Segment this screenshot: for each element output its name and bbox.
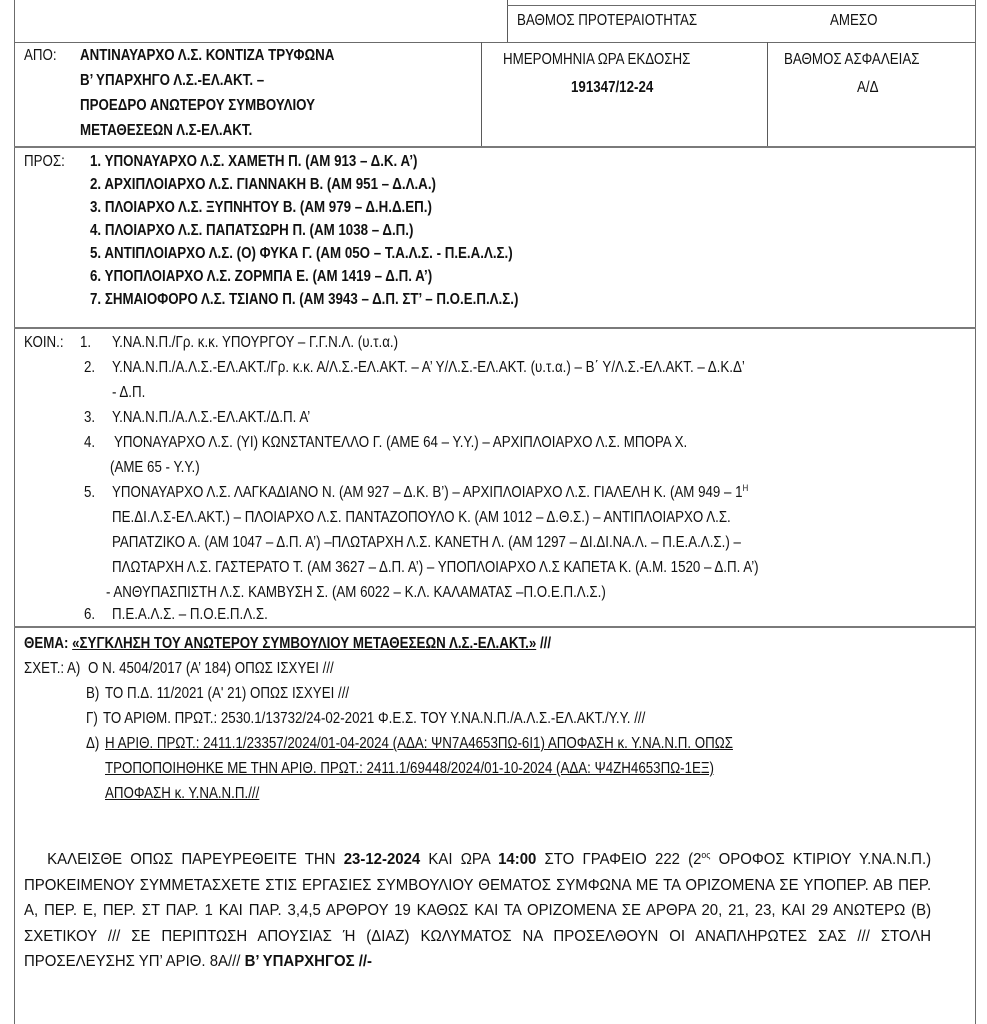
cc-item-line: ΠΕ.ΔΙ.Λ.Σ-ΕΛ.ΑΚΤ.) – ΠΛΟΙΑΡΧΟ Λ.Σ. ΠΑΝΤΑΖΟΠΟΥΛΟ Κ. (ΑΜ 1012 – Δ.Θ.Σ.) – ΑΝΤΙΠΛΟΙΑΡΧΟ Λ.Σ. [112, 509, 731, 526]
cc-item-line: - Δ.Π. [112, 384, 146, 401]
priority-value: ΑΜΕΣΟ [830, 12, 878, 29]
issue-datetime-label: ΗΜΕΡΟΜΗΝΙΑ ΩΡΑ ΕΚΔΟΣΗΣ [503, 51, 691, 68]
from-col-divider-2 [767, 42, 768, 147]
signature: Β’ ΥΠΑΡΧΗΓΟΣ //- [244, 953, 373, 970]
to-label: ΠΡΟΣ: [24, 153, 65, 170]
issue-datetime-value: 191347/12-24 [571, 79, 654, 96]
recipient-item: 3. ΠΛΟΙΑΡΧΟ Λ.Σ. ΞΥΠΝΗΤΟΥ Β. (ΑΜ 979 – Δ.Η.Δ.ΕΠ.) [90, 199, 432, 216]
cc-item-line: Π.Ε.Α.Λ.Σ. – Π.Ο.Ε.Π.Λ.Σ. [112, 606, 268, 623]
from-line: ΑΝΤΙΝΑΥΑΡΧΟ Λ.Σ. ΚΟΝΤΙΖΑ ΤΡΥΦΩΝΑ [80, 47, 335, 64]
recipient-item: 5. ΑΝΤΙΠΛΟΙΑΡΧΟ Λ.Σ. (Ο) ΦΥΚΑ Γ. (ΑΜ 05Ο – Τ.Α.Λ.Σ. - Π.Ε.Α.Λ.Σ.) [90, 245, 513, 262]
recipient-item: 1. ΥΠΟΝΑΥΑΡΧΟ Λ.Σ. ΧΑΜΕΤΗ Π. (ΑΜ 913 – Δ.Κ. Α’) [90, 153, 418, 170]
cc-item-line: (ΑΜΕ 65 - Υ.Υ.) [110, 459, 200, 476]
cc-item-number: 1. [80, 334, 92, 351]
cc-item-line: Υ.ΝΑ.Ν.Π./Α.Λ.Σ.-ΕΛ.ΑΚΤ./Γρ. κ.κ. Α/Λ.Σ.-ΕΛ.ΑΚΤ. – Α’ Υ/Λ.Σ.-ΕΛ.ΑΚΤ. (υ.τ.α.) – Β΄ Υ/Λ.Σ.-ΕΛ.ΑΚΤ. – Δ.Κ.Δ’ [112, 359, 745, 376]
from-line: Β’ ΥΠΑΡΧΗΓΟ Λ.Σ.-ΕΛ.ΑΚΤ. – [80, 72, 265, 89]
header-top-rule [507, 5, 976, 6]
recipient-item: 2. ΑΡΧΙΠΛΟΙΑΡΧΟ Λ.Σ. ΓΙΑΝΝΑΚΗ Β. (ΑΜ 951 – Δ.Λ.Α.) [90, 176, 436, 193]
cc-item-line: Υ.ΝΑ.Ν.Π./Α.Λ.Σ.-ΕΛ.ΑΚΤ./Δ.Π. Α’ [112, 409, 311, 426]
reference-line: Η ΑΡΙΘ. ΠΡΩΤ.: 2411.1/23357/2024/01-04-2024 (ΑΔΑ: ΨΝ7Α4653ΠΩ-6Ι1) ΑΠΟΦΑΣΗ κ. Υ.ΝΑ.Ν.Π. ΟΠΩΣ [105, 735, 733, 752]
cc-label: ΚΟΙΝ.: [24, 334, 64, 351]
references-label: ΣΧΕΤ.: [24, 660, 65, 677]
from-line: ΠΡΟΕΔΡΟ ΑΝΩΤΕΡΟΥ ΣΥΜΒΟΥΛΙΟΥ [80, 97, 316, 114]
body-text: ΣΤΟ ΓΡΑΦΕΙΟ 222 (2 [536, 851, 702, 868]
cc-item-number: 3. [84, 409, 96, 426]
from-label: ΑΠΟ: [24, 47, 57, 64]
cc-item-number: 6. [84, 606, 96, 623]
from-col-divider-1 [481, 42, 482, 147]
cc-item-line: ΥΠΟΝΑΥΑΡΧΟ Λ.Σ. (ΥΙ) ΚΩΝΣΤΑΝΤΕΛΛΟ Γ. (ΑΜΕ 64 – Υ.Υ.) – ΑΡΧΙΠΛΟΙΑΡΧΟ Λ.Σ. ΜΠΟΡΑ Χ. [114, 434, 688, 451]
security-level-value: Α/Δ [857, 79, 879, 96]
meeting-date: 23-12-2024 [343, 851, 421, 868]
body-paragraph [24, 847, 931, 975]
cc-item-line [112, 482, 748, 504]
cc-section-rule [14, 626, 976, 628]
reference-mark: Γ) [86, 710, 98, 727]
header-bottom-rule [14, 42, 976, 43]
reference-line: ΤΟ Π.Δ. 11/2021 (Α' 21) ΟΠΩΣ ΙΣΧΥΕΙ /// [105, 685, 350, 702]
recipient-item: 4. ΠΛΟΙΑΡΧΟ Λ.Σ. ΠΑΠΑΤΣΩΡΗ Π. (ΑΜ 1038 – Δ.Π.) [90, 222, 414, 239]
cc-item-number: 2. [84, 359, 96, 376]
frame-right-border [975, 0, 976, 1024]
cc-item-line-text: ΥΠΟΝΑΥΑΡΧΟ Λ.Σ. ΛΑΓΚΑΔΙΑΝΟ Ν. (ΑΜ 927 – Δ.Κ. Β’) – ΑΡΧΙΠΛΟΙΑΡΧΟ Λ.Σ. ΓΙΑΛΕΛΗ Κ. (ΑΜ 949 – 1 [112, 484, 743, 501]
cc-item-line: ΡΑΠΑΤΖΙΚΟ Α. (ΑΜ 1047 – Δ.Π. Α’) –ΠΛΩΤΑΡΧΗ Λ.Σ. ΚΑΝΕΤΗ Λ. (ΑΜ 1297 – ΔΙ.ΔΙ.ΝΑ.Λ. – Π.Ε.Α.Λ.Σ.) – [112, 534, 741, 551]
body-text: ΚΑΛΕΙΣΘΕ ΟΠΩΣ ΠΑΡΕΥΡΕΘΕΙΤΕ ΤΗΝ [47, 851, 344, 868]
body-text: ΟΡΟΦΟΣ ΚΤΙΡΙΟΥ Υ.ΝΑ.Ν.Π.) ΠΡΟΚΕΙΜΕΝΟΥ ΣΥΜΜΕΤΑΣΧΕΤΕ ΣΤΙΣ ΕΡΓΑΣΙΕΣ ΣΥΜΒΟΥΛΙΟΥ ΘΕΜΑΤΟΣ ΣΥΜΦΩΝΑ ΜΕ ΤΑ ΟΡΙΖΟΜΕΝΑ ΣΕ ΥΠΟΠΕΡ. ΑΒ ΠΕΡ. Α, ΠΕΡ. Ε, ΠΕΡ. ΣΤ ΠΑΡ. 1 ΚΑΙ ΠΑΡ. 3,4,5 ΑΡΘΡΟΥ 19 ΚΑΘΩΣ ΚΑΙ ΤΑ ΟΡΙΖΟΜΕΝΑ ΣΕ ΑΡΘΡΑ 20, 21, 23, ΚΑΙ 29 ΑΝΩΤΕΡΩ (Β) ΣΧΕΤΙΚΟΥ /// ΣΕ ΠΕΡΙΠΤΩΣΗ ΑΠΟΥΣΙΑΣ Ή (ΔΙΑΖ) ΚΩΛΥΜΑΤΟΣ ΝΑ ΠΡΟΣΕΛΘΟΥΝ ΟΙ ΑΝΑΠΛΗΡΩΤΕΣ ΣΑΣ /// ΣΤΟΛΗ ΠΡΟΣΕΛΕΥΣΗΣ ΥΠ’ ΑΡΙΘ. 8Α/// [24, 851, 932, 970]
frame-left-border [14, 0, 15, 1024]
subject-text: «ΣΥΓΚΛΗΣΗ ΤΟΥ ΑΝΩΤΕΡΟΥ ΣΥΜΒΟΥΛΙΟΥ ΜΕΤΑΘΕΣΕΩΝ Λ.Σ.-ΕΛ.ΑΚΤ.» [72, 635, 537, 652]
cc-item-line: Υ.ΝΑ.Ν.Π./Γρ. κ.κ. ΥΠΟΥΡΓΟΥ – Γ.Γ.Ν.Λ. (υ.τ.α.) [112, 334, 399, 351]
reference-line: ΑΠΟΦΑΣΗ κ. Υ.ΝΑ.Ν.Π./// [105, 785, 260, 802]
to-section-rule [14, 327, 976, 329]
cc-item-line: ΠΛΩΤΑΡΧΗ Λ.Σ. ΓΑΣΤΕΡΑΤΟ Τ. (ΑΜ 3627 – Δ.Π. Α’) – ΥΠΟΠΛΟΙΑΡΧΟ Λ.Σ ΚΑΠΕΤΑ Κ. (Α.Μ. 1520 – Δ.Π. Α’) [112, 559, 759, 576]
reference-mark: Α) [67, 660, 81, 677]
recipient-item: 7. ΣΗΜΑΙΟΦΟΡΟ Λ.Σ. ΤΣΙΑΝΟ Π. (ΑΜ 3943 – Δ.Π. ΣΤ’ – Π.Ο.Ε.Π.Λ.Σ.) [90, 291, 519, 308]
reference-mark: Δ) [86, 735, 100, 752]
reference-line: ΤΡΟΠΟΠΟΙΗΘΗΚΕ ΜΕ ΤΗΝ ΑΡΙΘ. ΠΡΩΤ.: 2411.1/69448/2024/01-10-2024 (ΑΔΑ: Ψ4ΖΗ4653ΠΩ-1ΕΞ) [105, 760, 715, 777]
priority-label: ΒΑΘΜΟΣ ΠΡΟΤΕΡΑΙΟΤΗΤΑΣ [517, 12, 698, 29]
cc-item-number: 4. [84, 434, 96, 451]
superscript: Η [742, 482, 749, 493]
floor-superscript: ος [701, 849, 711, 860]
cc-item-number: 5. [84, 484, 96, 501]
subject-suffix: /// [539, 635, 552, 652]
body-text: ΚΑΙ ΩΡΑ [420, 851, 499, 868]
from-section-rule [14, 146, 976, 148]
meeting-time: 14:00 [498, 851, 537, 868]
security-level-label: ΒΑΘΜΟΣ ΑΣΦΑΛΕΙΑΣ [784, 51, 920, 68]
from-line: ΜΕΤΑΘΕΣΕΩΝ Λ.Σ-ΕΛ.ΑΚΤ. [80, 122, 253, 139]
recipient-item: 6. ΥΠΟΠΛΟΙΑΡΧΟ Λ.Σ. ΖΟΡΜΠΑ Ε. (ΑΜ 1419 – Δ.Π. Α’) [90, 268, 433, 285]
cc-item-line: - ΑΝΘΥΠΑΣΠΙΣΤΗ Λ.Σ. ΚΑΜΒΥΣΗ Σ. (ΑΜ 6022 – Κ.Λ. ΚΑΛΑΜΑΤΑΣ –Π.Ο.Ε.Π.Λ.Σ.) [106, 584, 606, 601]
subject-line [24, 633, 551, 655]
reference-mark: Β) [86, 685, 100, 702]
subject-label: ΘΕΜΑ: [24, 635, 69, 652]
header-divider [507, 0, 508, 42]
reference-line: Ο Ν. 4504/2017 (Α’ 184) ΟΠΩΣ ΙΣΧΥΕΙ /// [88, 660, 334, 677]
reference-line: ΤΟ ΑΡΙΘΜ. ΠΡΩΤ.: 2530.1/13732/24-02-2021 Φ.Ε.Σ. ΤΟΥ Υ.ΝΑ.Ν.Π./Α.Λ.Σ.-ΕΛ.ΑΚΤ./Υ.Υ. /// [103, 710, 646, 727]
